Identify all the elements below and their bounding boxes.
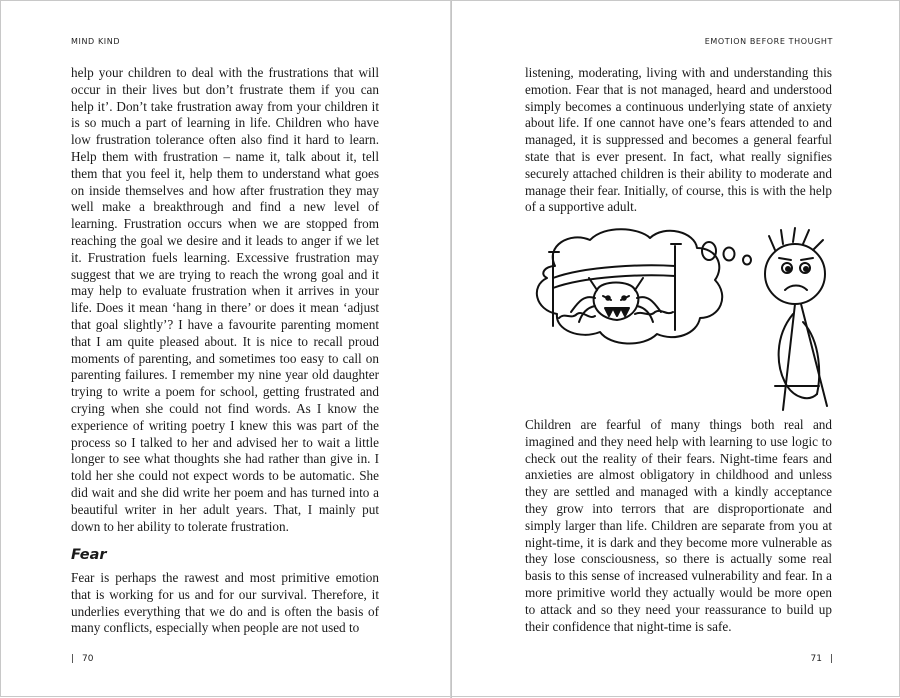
page-number-left: 70	[82, 654, 94, 664]
thought-bubble-medium	[724, 248, 735, 261]
folio-bar-left: |	[71, 654, 75, 664]
folio-bar-right: |	[829, 654, 833, 664]
section-heading-fear: Fear	[71, 547, 107, 563]
thought-cloud-outline	[537, 229, 722, 343]
worried-child-icon	[765, 228, 827, 410]
folio-right	[811, 654, 834, 664]
right-page	[452, 1, 900, 698]
running-head-right: EMOTION BEFORE THOUGHT	[704, 37, 833, 46]
thought-bubble-small	[743, 256, 751, 265]
left-page	[1, 1, 451, 698]
running-head-left: MIND KIND	[71, 37, 121, 46]
body-paragraph-fear-intro: Fear is perhaps the rawest and most primitive emotion that is working for us and for our survival. Therefore, it underlies everything that we do and is often the basis of many conflicts, especially when people are not used to	[71, 570, 379, 636]
page-number-right: 71	[810, 654, 822, 664]
body-paragraph-night-fears: Children are fearful of many things both real and imagined and they need help with learning to use logic to check out the reality of their fears. Night-time fears and anxieties are almost obligatory in childhood and unless they are settled and managed with a kindly acceptance they grow into terrors that are disproportionate and simply larger than life. Children are separate from you at night-time, it is dark and they become more vulnerable as they lose consciousness, so there is actually some real basis to this sense of increased vulnerability and fear. In a more primitive world they actually would be more open to attack and so they need your reassurance to build up their confidence that night-time is safe.	[525, 417, 832, 634]
illustration-child-fearful-thought	[525, 226, 845, 414]
body-paragraph-frustration: help your children to deal with the frustrations that will occur in their lives but don’t frustrate them if you can help it’. Don’t take frustration away from your children it is so much a part of learning in life. Children who have low frustration tolerance often also find it hard to learn. Help them with frustration – name it, talk about it, tell them that you feel it, help them to understand what goes on inside themselves and how after frustration they may well make a breakthrough and find a new level of learning. Frustration occurs when we are stopped from reaching the goal we desire and it leads to anger if we let it. Frustration fuels learning. Excessive frustration may suggest that we are trying to reach the wrong goal and it may help to evaluate frustration when it arrives in your life. Does it mean ‘hang in there’ or does it mean ‘adjust that goal slightly’? I have a favourite parenting moment that I am quite pleased about. It is nice to recall proud moments of parenting, and sometimes too easy to call on parenting failures. I remember my nine year old daughter trying to write a poem for school, getting frustrated and crying when she could not find words. As I know the experience of writing poetry I knew this was part of the process so I talked to her and advised her to wait a little longer to see what thoughts she had rather than give in. I told her she could not expect words to be automatic. She did wait and she did write her poem and has turned into a beautiful writer in her adult years. That, I mainly put down to her ability to tolerate frustration.	[71, 65, 379, 534]
bed-icon	[549, 244, 681, 330]
body-paragraph-fear-continued: listening, moderating, living with and understanding this emotion. Fear that is not managed, heard and understood simply becomes a continuous underlying state of anxiety about life. If one cannot have one’s fears attended to and managed, it is suppressed and becomes a general fearful state that is ever present. In fact, what really signifies securely attached children is their ability to moderate and manage their fear. Initially, of course, this is with the help of a supportive adult.	[525, 65, 832, 215]
monster-icon	[571, 278, 661, 322]
folio-left	[71, 654, 94, 664]
